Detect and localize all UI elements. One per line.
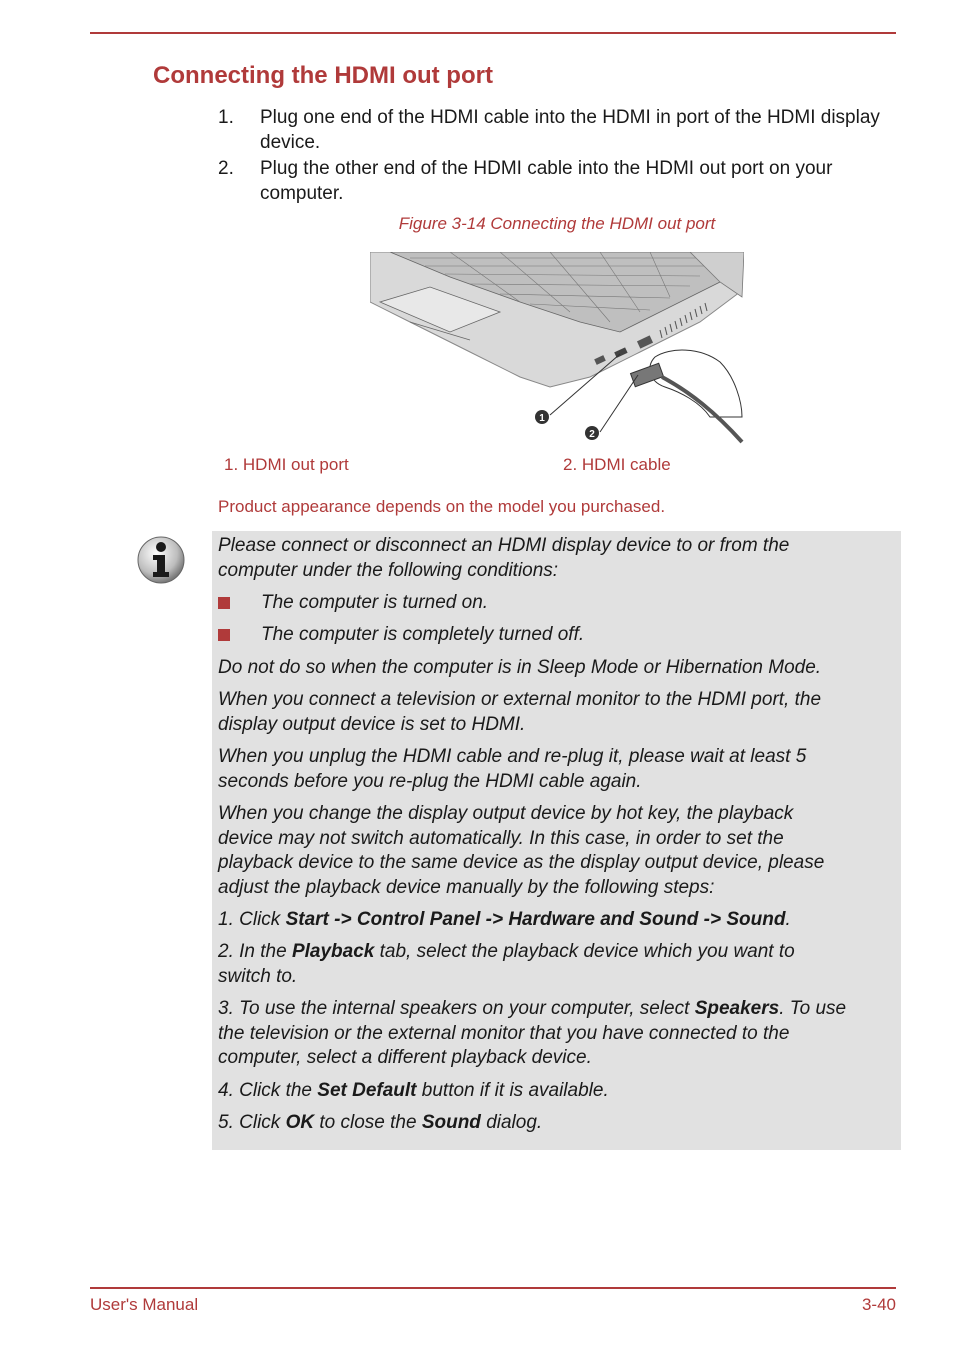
bullet-marker	[218, 629, 230, 641]
note-step-4	[218, 1079, 898, 1104]
note-text: button if it is available.	[416, 1080, 609, 1101]
bullet-text: The computer is turned on.	[261, 592, 489, 613]
appearance-note: Product appearance depends on the model you purchased.	[218, 497, 666, 516]
note-hotkey	[218, 802, 898, 900]
step-text: Plug one end of the HDMI cable into the HDMI in port of the HDMI display device.	[260, 107, 880, 153]
bullet-text: The computer is completely turned off.	[261, 624, 585, 645]
note-text: Please connect or disconnect an HDMI display device to or from the	[218, 535, 790, 556]
ok-name: OK	[285, 1112, 315, 1133]
note-unplug	[218, 745, 898, 794]
legend-hdmi-out-port: 1. HDMI out port	[224, 455, 349, 474]
note-connect	[218, 688, 898, 737]
callout-2: 2	[589, 429, 595, 440]
note-text: to close the	[314, 1112, 422, 1133]
note-sleep: Do not do so when the computer is in Sleep Mode or Hibernation Mode.	[218, 657, 822, 678]
note-text: device may not switch automatically. In this case, in order to set the	[218, 827, 784, 849]
steps-list	[218, 106, 898, 208]
step-2	[218, 157, 898, 206]
note-step-2	[218, 940, 898, 989]
note-text: the television or the external monitor that you have connected to the	[218, 1022, 790, 1044]
step-number: 1.	[218, 107, 234, 128]
note-text: When you change the display output device by hot key, the playback	[218, 803, 794, 824]
legend-hdmi-cable: 2. HDMI cable	[563, 455, 671, 474]
note-text: computer under the following conditions:	[218, 559, 559, 581]
step-number: 2.	[218, 158, 234, 179]
note-step-3	[218, 997, 898, 1071]
info-icon	[137, 536, 185, 584]
note-text: 2. In the	[218, 941, 292, 962]
note-text: When you unplug the HDMI cable and re-plug it, please wait at least 5	[218, 746, 807, 767]
note-text: When you connect a television or external monitor to the HDMI port, the	[218, 689, 822, 710]
note-text: tab, select the playback device which you want to	[374, 941, 795, 962]
menu-path: Start -> Control Panel -> Hardware and Sound -> Sound	[285, 909, 786, 930]
header-rule	[90, 32, 896, 34]
callout-1: 1	[539, 413, 545, 424]
speakers-name: Speakers	[694, 998, 780, 1019]
note-text: adjust the playback device manually by the following steps:	[218, 876, 715, 898]
set-default-name: Set Default	[317, 1080, 417, 1101]
note-step-5	[218, 1111, 898, 1136]
note-text: 1. Click	[218, 909, 286, 930]
note-text: 5. Click	[218, 1112, 286, 1133]
note-text: dialog.	[480, 1112, 543, 1133]
note-text: 4. Click the	[218, 1080, 318, 1101]
laptop-hdmi-illustration	[370, 252, 744, 445]
note-text: 3. To use the internal speakers on your computer, select	[218, 998, 695, 1019]
note-bullet-1	[261, 591, 881, 616]
section-title: Connecting the HDMI out port	[153, 62, 493, 89]
step-text: Plug the other end of the HDMI cable into the HDMI out port on your computer.	[260, 158, 833, 204]
note-intro	[218, 534, 898, 583]
bullet-marker	[218, 597, 230, 609]
footer-rule	[90, 1287, 896, 1289]
playback-tab-name: Playback	[291, 941, 375, 962]
note-text: switch to.	[218, 965, 298, 987]
note-text: computer, select a different playback device.	[218, 1047, 592, 1068]
note-box	[212, 531, 901, 1150]
note-text: playback device to the same device as the display output device, please	[218, 852, 825, 873]
footer-page-number: 3-40	[861, 1295, 896, 1314]
note-step-1	[218, 908, 898, 933]
note-text: . To use	[779, 998, 847, 1019]
sound-dialog-name: Sound	[421, 1112, 481, 1133]
note-text: seconds before you re-plug the HDMI cable again.	[218, 770, 642, 792]
figure-caption: Figure 3-14 Connecting the HDMI out port	[398, 214, 716, 233]
note-text: display output device is set to HDMI.	[218, 713, 526, 735]
step-1	[218, 106, 898, 155]
note-text: .	[785, 909, 791, 930]
note-bullet-2	[261, 623, 881, 648]
footer-manual-title: User's Manual	[90, 1295, 199, 1314]
